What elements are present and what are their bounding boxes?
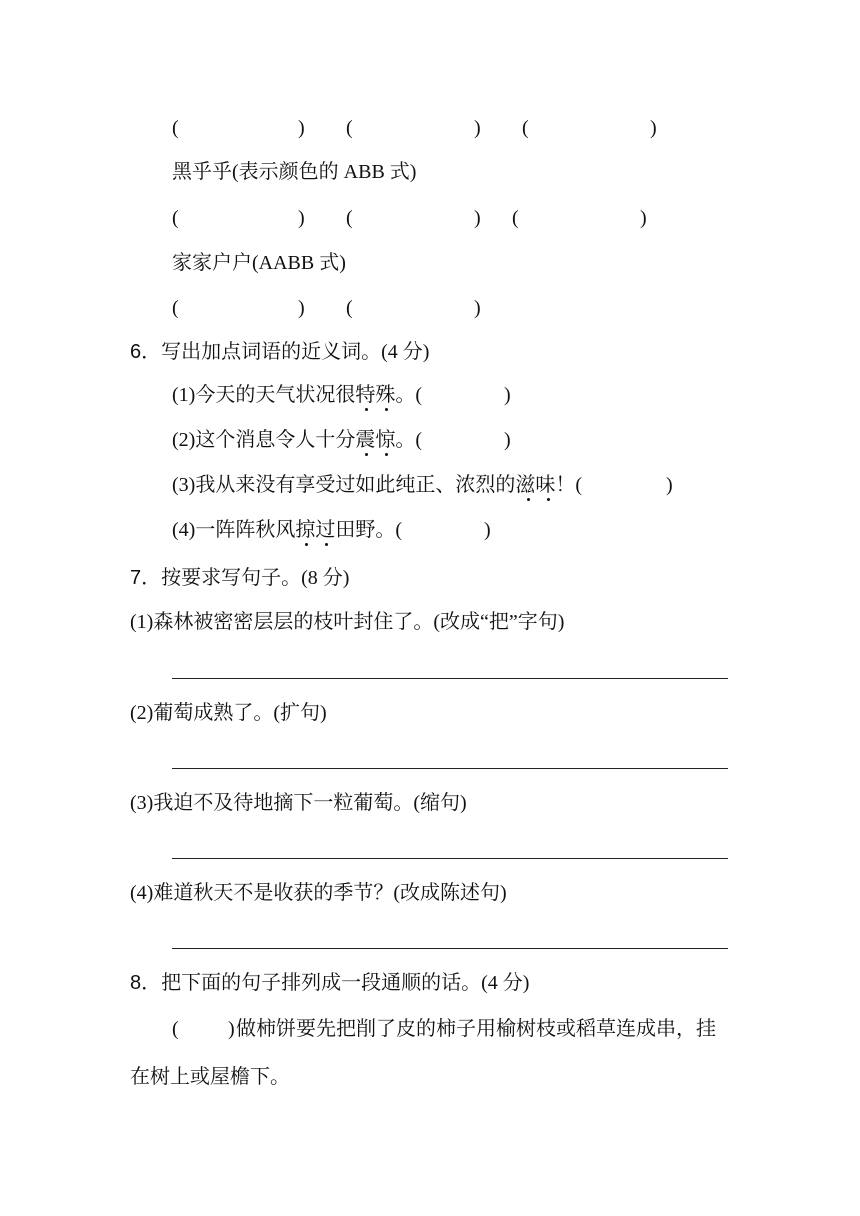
emphasis-dot <box>365 408 368 411</box>
question-title: 写出加点词语的近义词。(4 分) <box>161 341 430 363</box>
emphasis-dot <box>385 453 388 456</box>
order-blank-open: ( <box>172 1018 179 1040</box>
order-blank-close: ) <box>228 1018 235 1040</box>
question-8-heading <box>130 969 529 997</box>
answer-blank-close: ) <box>298 207 305 229</box>
answer-blank-close: ) <box>666 474 673 496</box>
emphasis-dot <box>547 498 550 501</box>
question-number: 6． <box>130 341 162 363</box>
q7-item-2: (2)葡萄成熟了。(扩句) <box>130 702 327 724</box>
answer-blank-close: ) <box>474 117 481 139</box>
q7-item-3: (3)我迫不及待地摘下一粒葡萄。(缩句) <box>130 792 467 814</box>
emphasis-dot <box>527 498 530 501</box>
answer-blank-close: ) <box>504 384 511 406</box>
q5-item-label: 黑乎乎(表示颜色的 ABB 式) <box>172 161 417 183</box>
q8-sentence-line-1: 做柿饼要先把削了皮的柿子用榆树枝或稻草连成串，挂 <box>236 1018 716 1040</box>
answer-line[interactable] <box>172 768 728 769</box>
question-title: 把下面的句子排列成一段通顺的话。(4 分) <box>161 972 530 994</box>
answer-blank-close: ) <box>474 297 481 319</box>
answer-blank-close: ) <box>504 429 511 451</box>
answer-line[interactable] <box>172 948 728 949</box>
answer-blank-close: ) <box>650 117 657 139</box>
answer-line[interactable] <box>172 858 728 859</box>
q7-item-1: (1)森林被密密层层的枝叶封住了。(改成“把”字句) <box>130 611 565 633</box>
question-number: 8． <box>130 972 162 994</box>
answer-blank-open: ( <box>172 117 179 139</box>
emphasis-dot <box>365 453 368 456</box>
answer-blank-open: ( <box>522 117 529 139</box>
answer-blank-open: ( <box>346 207 353 229</box>
q6-item-1: (1)今天的天气状况很特殊。( <box>172 384 422 406</box>
question-7-heading <box>130 564 349 592</box>
answer-blank-close: ) <box>298 117 305 139</box>
answer-blank-close: ) <box>474 207 481 229</box>
q7-item-4: (4)难道秋天不是收获的季节？(改成陈述句) <box>130 882 507 904</box>
answer-blank-close: ) <box>298 297 305 319</box>
answer-blank-close: ) <box>484 519 491 541</box>
answer-blank-open: ( <box>512 207 519 229</box>
answer-blank-open: ( <box>346 117 353 139</box>
q8-sentence-line-2: 在树上或屋檐下。 <box>130 1066 290 1088</box>
question-6-heading <box>130 338 429 366</box>
emphasis-dot <box>305 543 308 546</box>
q6-item-3: (3)我从来没有享受过如此纯正、浓烈的滋味！( <box>172 474 582 496</box>
answer-blank-open: ( <box>172 297 179 319</box>
answer-blank-open: ( <box>172 207 179 229</box>
answer-line[interactable] <box>172 678 728 679</box>
emphasis-dot <box>325 543 328 546</box>
q6-item-2: (2)这个消息令人十分震惊。( <box>172 429 422 451</box>
answer-blank-open: ( <box>346 297 353 319</box>
question-title: 按要求写句子。(8 分) <box>161 567 350 589</box>
q5-item-label: 家家户户(AABB 式) <box>172 252 346 274</box>
question-number: 7． <box>130 567 162 589</box>
answer-blank-close: ) <box>640 207 647 229</box>
emphasis-dot <box>385 408 388 411</box>
q6-item-4: (4)一阵阵秋风掠过田野。( <box>172 519 402 541</box>
